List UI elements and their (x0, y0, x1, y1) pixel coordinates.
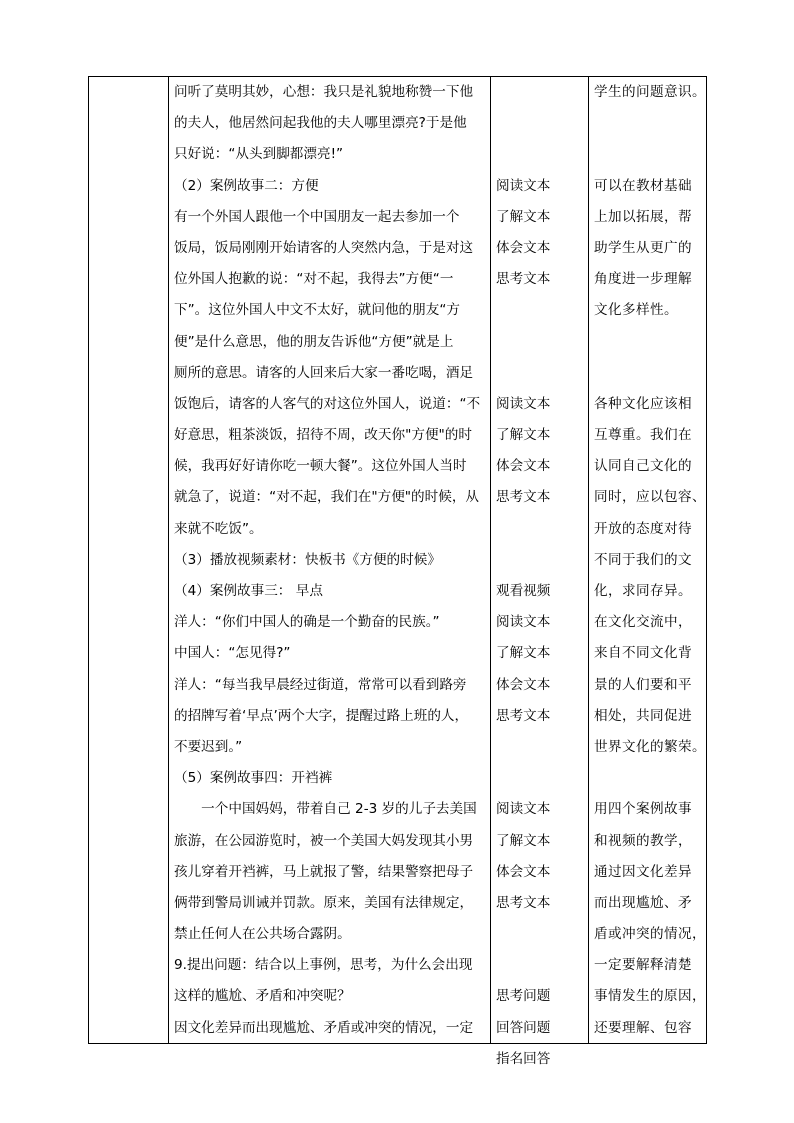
text-line: 同时，应以包容、 (594, 489, 706, 506)
text-line (496, 108, 582, 139)
text-line (496, 919, 582, 950)
text-line (594, 358, 704, 389)
text-line: 位外国人抱歉的说：“对不起，我得去”方便“一 (174, 271, 454, 288)
text-line: 饭饱后，请客的人客气的对这位外国人，说道：“不 (174, 395, 481, 412)
design-intent-column (594, 77, 704, 1044)
text-line: 回答问题 (496, 1019, 551, 1036)
text-line: 化，求同存异。 (594, 583, 692, 599)
text-line: 问听了莫明其妙，心想：我只是礼貌地称赞一下他 (174, 84, 474, 100)
text-line: 体会文本 (496, 676, 551, 693)
column-divider (168, 76, 169, 1044)
text-line: 阅读文本 (496, 801, 551, 818)
text-line: 便”是什么意思，他的朋友告诉他“方便”就是上 (174, 333, 454, 350)
text-line: 孩儿穿着开裆裤，马上就报了警，结果警察把母子 (174, 863, 474, 880)
text-line: 通过因文化差异 (594, 863, 692, 880)
text-line: 候，我再好好请你吃一顿大餐”。这位外国人当时 (174, 458, 467, 475)
text-line (496, 139, 582, 170)
text-line: 角度进一步理解 (594, 271, 692, 288)
text-line: 相处，共同促进 (594, 707, 692, 724)
teaching-content-column (174, 77, 484, 1044)
text-line: 9.提出问题：结合以上事例，思考，为什么会出现 (174, 957, 473, 974)
text-line: 俩带到警局训诫并罚款。原来，美国有法律规定， (174, 894, 474, 911)
text-line: 不要迟到。” (174, 738, 243, 755)
column-divider (490, 76, 491, 1044)
text-line: 中国人：“怎见得?” (174, 645, 291, 662)
text-line: 不同于我们的文 (594, 551, 692, 568)
text-line: 厕所的意思。请客的人回来后大家一番吃喝，酒足 (174, 364, 474, 381)
text-line: 阅读文本 (496, 395, 551, 412)
text-line: 学生的问题意识。 (594, 84, 706, 100)
text-line: 文化多样性。 (594, 302, 678, 319)
text-line: 的招牌写着‘早点’两个大字，提醒过路上班的人， (174, 707, 469, 724)
text-line: 了解文本 (496, 645, 551, 662)
text-line (496, 295, 582, 326)
text-line: 来自不同文化背 (594, 645, 692, 662)
text-line: 体会文本 (496, 458, 551, 475)
text-line (594, 139, 704, 170)
text-line: （4）案例故事三： 早点 (174, 583, 323, 599)
text-line: 因文化差异而出现尴尬、矛盾或冲突的情况，一定 (174, 1019, 474, 1036)
text-line: 洋人：“每当我早晨经过街道，常常可以看到路旁 (174, 676, 467, 693)
text-line: 还要理解、包容 (594, 1019, 692, 1036)
text-line: 用四个案例故事 (594, 801, 692, 818)
text-line: 旅游，在公园游览时，被一个美国大妈发现其小男 (174, 832, 474, 849)
text-line (594, 108, 704, 139)
text-line: 了解文本 (496, 208, 551, 225)
text-line: 开放的态度对待 (594, 520, 692, 537)
text-line: 就急了，说道：“对不起，我们在"方便"的时候，从 (174, 489, 480, 506)
text-line: 在文化交流中， (594, 614, 692, 631)
text-line (496, 763, 582, 794)
text-line (594, 763, 704, 794)
text-line: 思考文本 (496, 707, 551, 724)
text-line: 各种文化应该相 (594, 395, 692, 412)
text-line: 了解文本 (496, 427, 551, 444)
text-line (496, 358, 582, 389)
text-line: 有一个外国人跟他一个中国朋友一起去参加一个 (174, 208, 460, 225)
text-line (496, 327, 582, 358)
column-divider (88, 76, 89, 1044)
text-line: 体会文本 (496, 863, 551, 880)
text-line: 体会文本 (496, 239, 551, 256)
text-line: 事情发生的原因， (594, 988, 706, 1005)
text-line: 洋人：“你们中国人的确是一个勤奋的民族。” (174, 614, 440, 631)
text-line: （2）案例故事二：方便 (174, 177, 319, 194)
text-line: 一定要解释清楚 (594, 957, 692, 974)
text-line: 思考文本 (496, 271, 551, 288)
text-line: 一个中国妈妈，带着自己 2-3 岁的儿子去美国 (174, 801, 477, 818)
text-line: 来就不吃饭”。 (174, 520, 263, 537)
text-line: 观看视频 (496, 583, 551, 599)
text-line: 上加以拓展，帮 (594, 208, 692, 225)
text-line: 和视频的教学， (594, 832, 692, 849)
text-line: 盾或冲突的情况， (594, 926, 706, 943)
column-divider (706, 76, 707, 1044)
text-line: 这样的尴尬、矛盾和冲突呢？ (174, 988, 351, 1005)
text-line (594, 327, 704, 358)
text-line: 饭局，饭局刚刚开始请客的人突然内急，于是对这 (174, 239, 474, 256)
text-line: 认同自己文化的 (594, 458, 692, 475)
text-line: 思考文本 (496, 489, 551, 506)
text-line (496, 77, 582, 108)
column-divider (588, 76, 589, 1044)
text-line: 而出现尴尬、矛 (594, 894, 692, 911)
text-line: 互尊重。我们在 (594, 427, 692, 444)
text-line: （3）播放视频素材：快板书《方便的时候》 (174, 551, 441, 568)
text-line: 阅读文本 (496, 614, 551, 631)
text-line (496, 732, 582, 763)
text-line: 思考问题 (496, 988, 551, 1005)
student-activity-column (496, 77, 582, 1075)
text-line: 指名回答 (496, 1050, 551, 1067)
text-line: 阅读文本 (496, 177, 551, 194)
text-line (496, 950, 582, 981)
text-line: 世界文化的繁荣。 (594, 738, 706, 755)
text-line: 景的人们要和平 (594, 676, 692, 693)
text-line: 可以在教材基础 (594, 177, 692, 194)
text-line (496, 514, 582, 545)
text-line: 禁止任何人在公共场合露阴。 (174, 926, 351, 943)
text-line: 好意思，粗茶淡饭，招待不周，改天你"方便"的时 (174, 427, 472, 444)
text-line: （5）案例故事四：开裆裤 (174, 770, 333, 787)
text-line: 思考文本 (496, 894, 551, 911)
text-line: 下”。这位外国人中文不太好，就问他的朋友“方 (174, 302, 460, 319)
text-line: 了解文本 (496, 832, 551, 849)
text-line (496, 545, 582, 576)
text-line: 助学生从更广的 (594, 239, 692, 256)
text-line: 的夫人，他居然问起我他的夫人哪里漂亮?于是他 (174, 115, 467, 132)
text-line: 只好说：“从头到脚都漂亮!” (174, 146, 344, 163)
